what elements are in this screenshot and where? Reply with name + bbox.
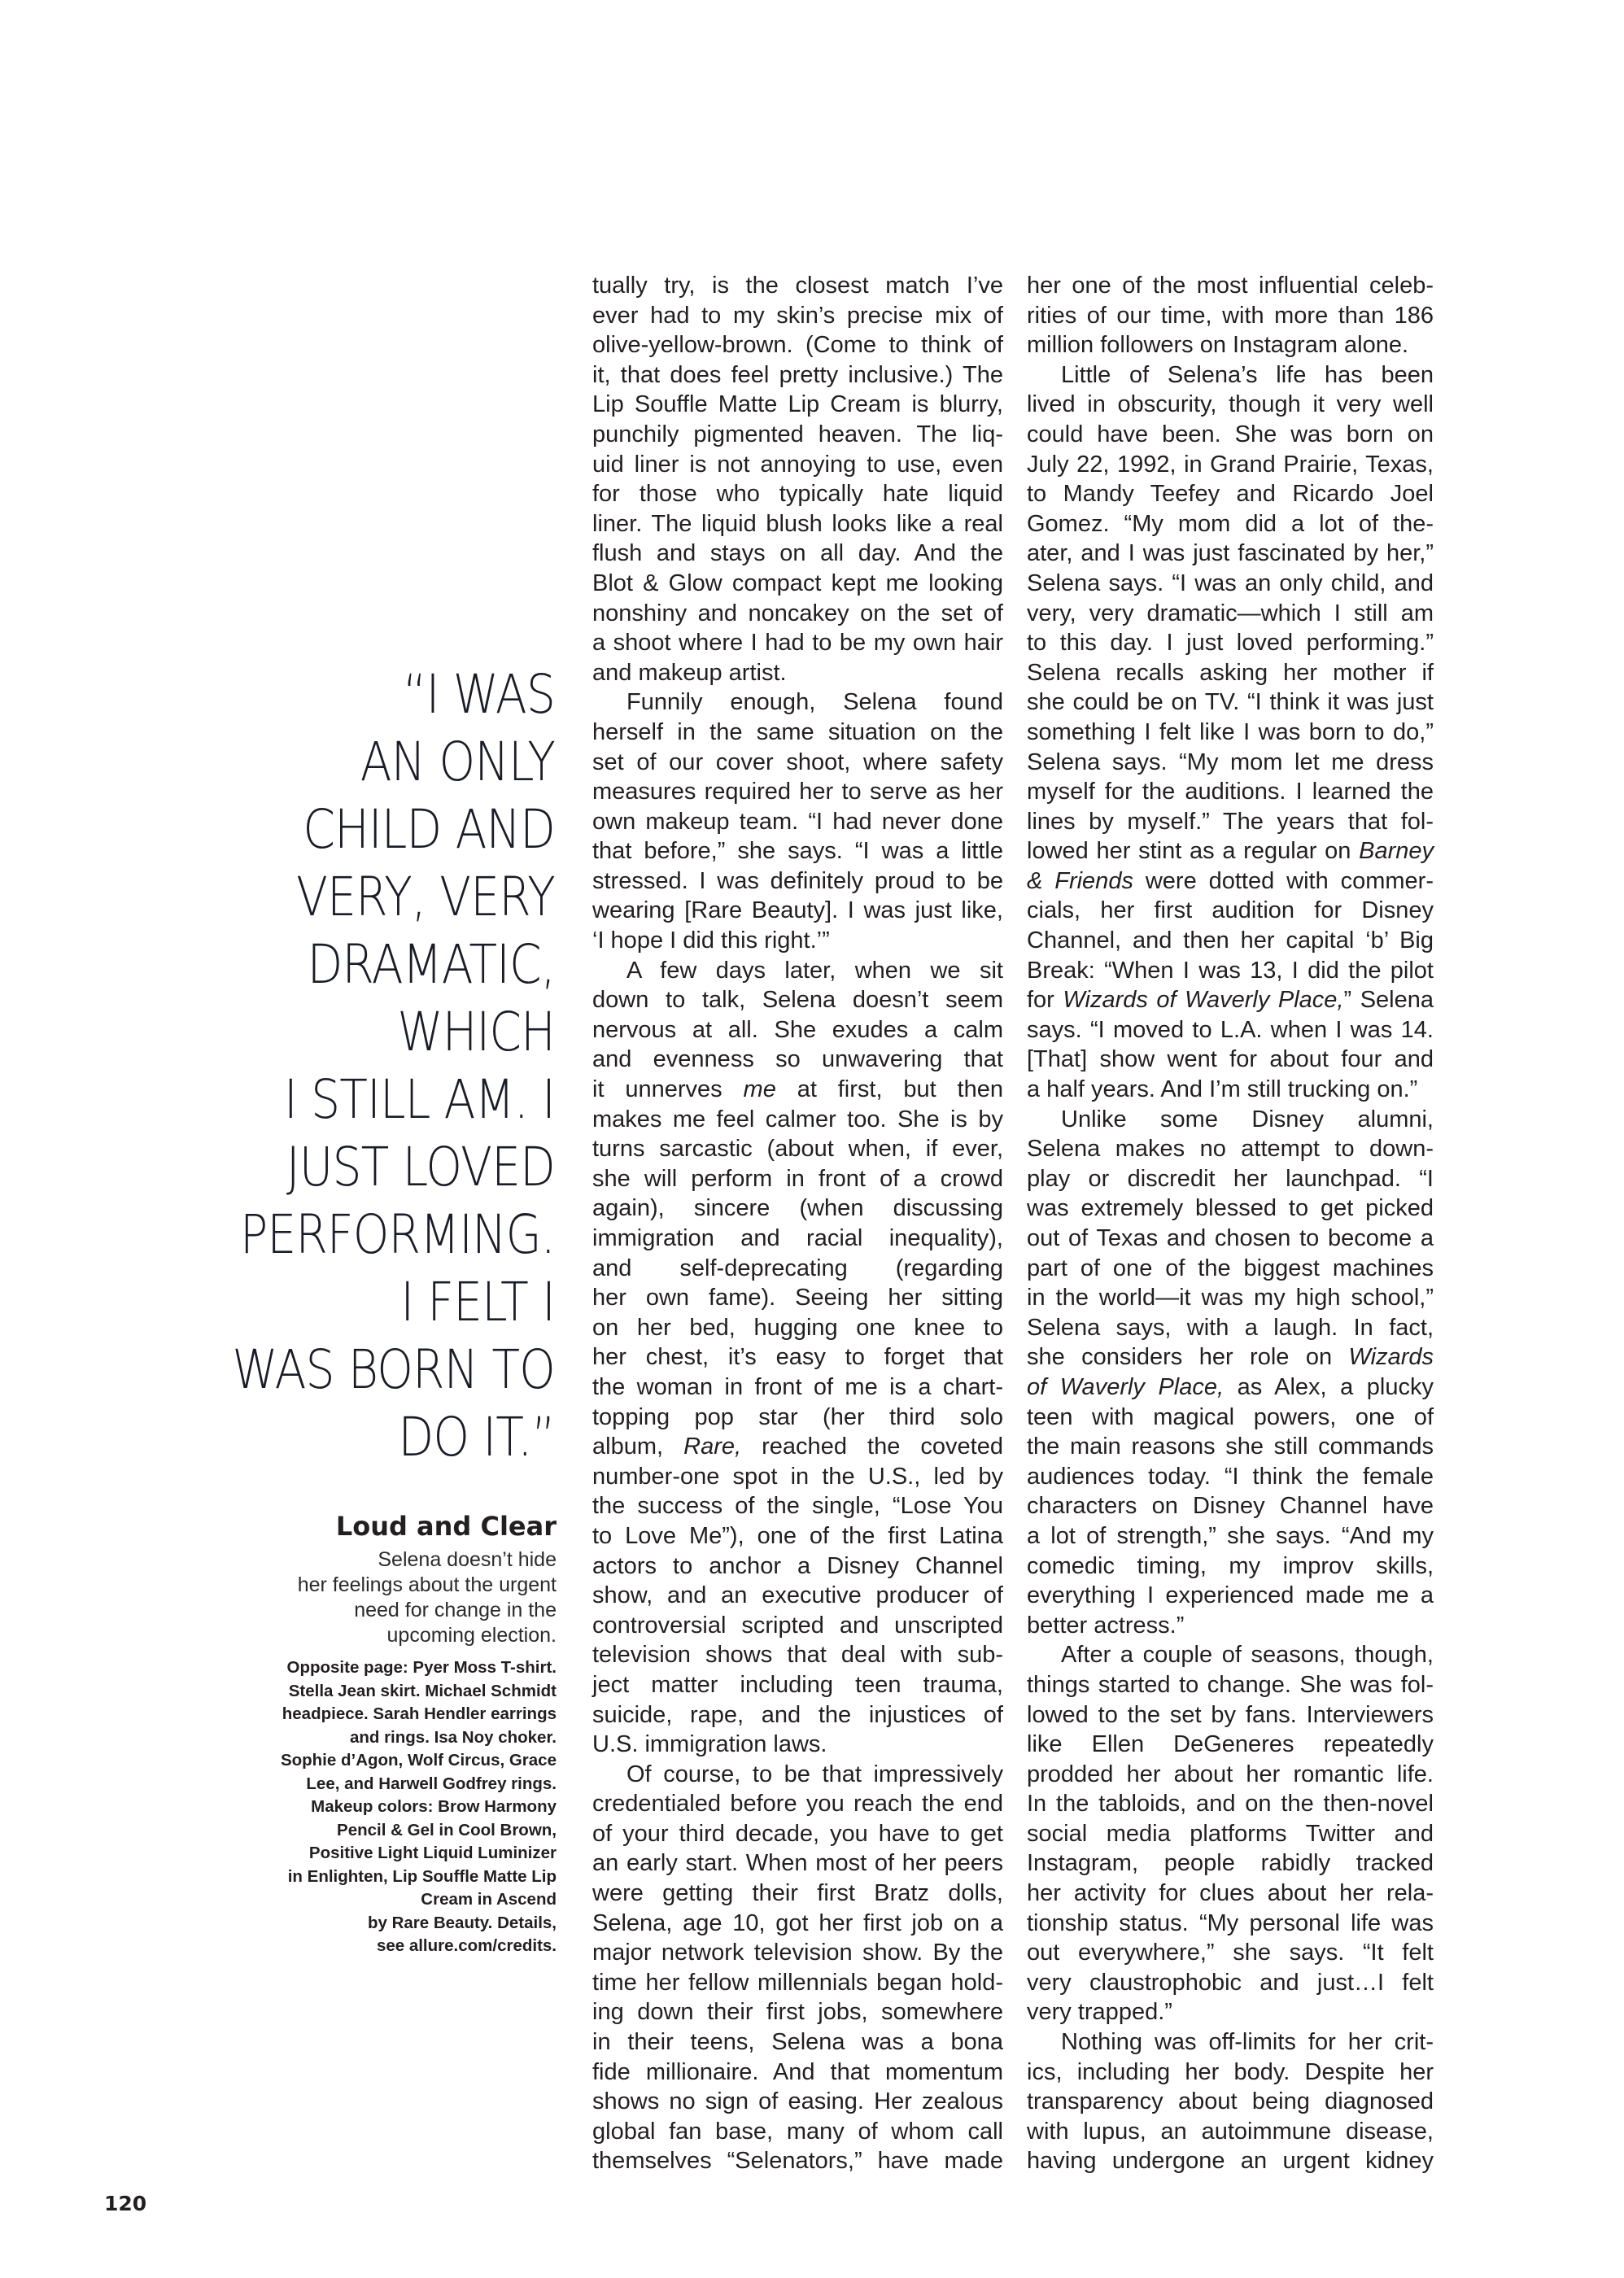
paragraph-start-line: Of course, to be that impressively — [626, 1761, 1003, 1787]
body-text-line: themselves “Selenators,” have made — [592, 2148, 1003, 2175]
body-text-line: she will perform in front of a crowd — [592, 1165, 1003, 1192]
body-text-line: set of our cover shoot, where safety — [592, 748, 1003, 775]
body-text-line: teen with magical powers, one of — [1027, 1403, 1434, 1430]
body-text-line: on her bed, hugging one knee to — [592, 1314, 1003, 1341]
body-text-line: July 22, 1992, in Grand Prairie, Texas, — [1027, 451, 1434, 478]
body-text-line: a shoot where I had to be my own hair — [592, 630, 1003, 657]
body-text-line: lowed her stint as a regular on Barney — [1027, 838, 1434, 865]
body-text-line: Selena, age 10, got her first job on a — [592, 1909, 1003, 1936]
body-text-line: was extremely blessed to get picked — [1027, 1195, 1434, 1222]
credits-line: in Enlighten, Lip Souffle Matte Lip — [287, 1866, 557, 1886]
body-text-line: major network television show. By the — [592, 1940, 1003, 1966]
body-text-line: ‘I hope I did this right.’” — [592, 927, 830, 954]
body-text-line: number-one spot in the U.S., led by — [592, 1463, 1003, 1490]
pull-quote-line: JUST LOVED — [286, 1136, 555, 1198]
body-text-line: very, very dramatic—which I still am — [1027, 600, 1434, 626]
caption-line: need for change in the — [354, 1599, 557, 1621]
credits-line: headpiece. Sarah Hendler earrings — [282, 1704, 557, 1723]
body-text-line: she considers her role on Wizards — [1027, 1344, 1434, 1371]
caption-line: Selena doesn’t hide — [378, 1548, 557, 1571]
body-text-line: album, Rare, reached the coveted — [592, 1434, 1003, 1460]
body-text-line: it, that does feel pretty inclusive.) The — [592, 361, 1003, 388]
body-text-line: to Mandy Teefey and Ricardo Joel — [1027, 481, 1434, 508]
body-text-line: lived in obscurity, though it very well — [1027, 391, 1434, 418]
article-column-1 — [592, 271, 1003, 2176]
body-text-line: Instagram, people rabidly tracked — [1027, 1850, 1434, 1877]
body-text-line: stressed. I was definitely proud to be — [592, 867, 1003, 894]
body-text-line: having undergone an urgent kidney — [1027, 2148, 1434, 2175]
body-text-line: punchily pigmented heaven. The liq- — [592, 421, 1003, 447]
body-text-line: olive-yellow-brown. (Come to think of — [592, 332, 1003, 359]
credits-line: by Rare Beauty. Details, — [367, 1913, 557, 1932]
paragraph-start-line: A few days later, when we sit — [626, 957, 1003, 984]
body-text-line: Selena says. “My mom let me dress — [1027, 748, 1434, 775]
body-text-line: transparency about being diagnosed — [1027, 2088, 1434, 2115]
body-text-line: Channel, and then her capital ‘b’ Big — [1027, 927, 1434, 954]
body-text-line: Selena recalls asking her mother if — [1027, 659, 1434, 686]
pull-quote-line: VERY, VERY — [296, 866, 555, 928]
paragraph-start-line: Funnily enough, Selena found — [626, 689, 1003, 716]
body-text-line: very trapped.” — [1027, 1999, 1172, 2026]
body-text-line: the success of the single, “Lose You — [592, 1493, 1003, 1520]
body-text-line: says. “I moved to L.A. when I was 14. — [1027, 1016, 1434, 1043]
body-text-line: very claustrophobic and just…I felt — [1027, 1969, 1434, 1996]
credits-line: Sophie d’Agon, Wolf Circus, Grace — [280, 1751, 557, 1770]
body-text-line: Selena says. “I was an only child, and — [1027, 570, 1434, 596]
body-text-line: ing down their first jobs, somewhere — [592, 1999, 1003, 2026]
body-text-line: tually try, is the closest match I’ve — [592, 273, 1003, 299]
body-text-line: her own fame). Seeing her sitting — [592, 1285, 1003, 1311]
body-text-line: for those who typically hate liquid — [592, 481, 1003, 508]
body-text-line: that before,” she says. “I was a little — [592, 838, 1003, 865]
body-text-line: the main reasons she still commands — [1027, 1434, 1434, 1460]
body-text-line: out everywhere,” she says. “It felt — [1027, 1940, 1434, 1966]
body-text-line: lines by myself.” The years that fol- — [1027, 808, 1434, 835]
body-text-line: something I felt like I was born to do,” — [1027, 718, 1434, 745]
body-text-line: everything I experienced made me a — [1027, 1582, 1434, 1609]
pull-quote-line: CHILD AND — [303, 798, 555, 861]
body-text-line: it unnerves me at first, but then — [592, 1076, 1003, 1103]
paragraph-start-line: Little of Selena’s life has been — [1061, 361, 1434, 388]
article-column-2 — [1027, 271, 1434, 2176]
credits-line: Opposite page: Pyer Moss T-shirt. — [286, 1658, 557, 1677]
fashion-credits — [244, 1656, 557, 1958]
body-text-line: nonshiny and noncakey on the set of — [592, 600, 1003, 626]
body-text-line: and self-deprecating (regarding — [592, 1255, 1003, 1281]
pull-quote-line: WAS BORN TO — [232, 1338, 555, 1401]
body-text-line: ever had to my skin’s precise mix of — [592, 302, 1003, 329]
body-text-line: for Wizards of Waverly Place,” Selena — [1027, 987, 1434, 1014]
body-text-line: lowed to the set by fans. Interviewers — [1027, 1701, 1434, 1728]
body-text-line: Break: “When I was 13, I did the pilot — [1027, 957, 1434, 984]
pull-quote-line: DO IT.” — [398, 1406, 555, 1468]
body-text-line: and evenness so unwavering that — [592, 1046, 1003, 1073]
body-text-line: characters on Disney Channel have — [1027, 1493, 1434, 1520]
body-text-line: liner. The liquid blush looks like a real — [592, 510, 1003, 537]
body-text-line: with lupus, an autoimmune disease, — [1027, 2118, 1434, 2145]
sidebar-caption — [244, 1547, 557, 1648]
paragraph-start-line: Nothing was off-limits for her crit- — [1061, 2029, 1434, 2056]
credits-line: and rings. Isa Noy choker. — [349, 1727, 557, 1747]
body-text-line: her activity for clues about her rela- — [1027, 1880, 1434, 1907]
body-text-line: rities of our time, with more than 186 — [1027, 302, 1434, 329]
body-text-line: show, and an executive producer of — [592, 1582, 1003, 1609]
body-text-line: of Waverly Place, as Alex, a plucky — [1027, 1373, 1434, 1400]
paragraph-start-line: Unlike some Disney alumni, — [1061, 1106, 1434, 1132]
pull-quote-line: PERFORMING. — [239, 1203, 555, 1266]
body-text-line: immigration and racial inequality), — [592, 1225, 1003, 1251]
body-text-line: her chest, it’s easy to forget that — [592, 1344, 1003, 1371]
body-text-line: myself for the auditions. I learned the — [1027, 779, 1434, 805]
body-text-line: ject matter including teen trauma, — [592, 1671, 1003, 1698]
body-text-line: million followers on Instagram alone. — [1027, 332, 1409, 359]
body-text-line: in their teens, Selena was a bona — [592, 2029, 1003, 2056]
photo-caption-sidebar — [244, 1510, 557, 1958]
body-text-line: actors to anchor a Disney Channel — [592, 1552, 1003, 1579]
credits-line: Pencil & Gel in Cool Brown, — [337, 1820, 557, 1839]
body-text-line: ics, including her body. Despite her — [1027, 2058, 1434, 2085]
body-text-line: audiences today. “I think the female — [1027, 1463, 1434, 1490]
body-text-line: shows no sign of easing. Her zealous — [592, 2088, 1003, 2115]
pull-quote-line: DRAMATIC, — [307, 933, 555, 996]
body-text-line: a half years. And I’m still trucking on.” — [1027, 1076, 1418, 1103]
body-text-line: again), sincere (when discussing — [592, 1195, 1003, 1222]
body-text-line: turns sarcastic (about when, if ever, — [592, 1136, 1003, 1163]
body-text-line: down to talk, Selena doesn’t seem — [592, 987, 1003, 1014]
body-text-line: time her fellow millennials began hold- — [592, 1969, 1003, 1996]
pull-quote-line: I STILL AM. I — [284, 1068, 555, 1131]
credits-line: Positive Light Liquid Luminizer — [308, 1844, 557, 1862]
caption-line: upcoming election. — [386, 1624, 557, 1647]
body-text-line: Selena says, with a laugh. In fact, — [1027, 1314, 1434, 1341]
body-text-line: credentialed before you reach the end — [592, 1791, 1003, 1818]
body-text-line: In the tabloids, and on the then-novel — [1027, 1791, 1434, 1818]
credits-line: Lee, and Harwell Godfrey rings. — [306, 1774, 557, 1793]
body-text-line: social media platforms Twitter and — [1027, 1820, 1434, 1847]
body-text-line: U.S. immigration laws. — [592, 1731, 827, 1758]
body-text-line: flush and stays on all day. And the — [592, 540, 1003, 567]
body-text-line: nervous at all. She exudes a calm — [592, 1016, 1003, 1043]
sidebar-title: Loud and Clear — [335, 1511, 557, 1542]
body-text-line: herself in the same situation on the — [592, 718, 1003, 745]
body-text-line: measures required her to serve as her — [592, 779, 1003, 805]
body-text-line: things started to change. She was fol- — [1027, 1671, 1434, 1698]
body-text-line: tionship status. “My personal life was — [1027, 1909, 1434, 1936]
body-text-line: play or discredit her launchpad. “I — [1027, 1165, 1434, 1192]
body-text-line: to this day. I just loved performing.” — [1027, 630, 1434, 657]
body-text-line: Gomez. “My mom did a lot of the- — [1027, 510, 1434, 537]
page-number: 120 — [104, 2192, 147, 2215]
pull-quote-line: WHICH — [397, 1001, 555, 1063]
credits-line: Cream in Ascend — [421, 1890, 557, 1909]
body-text-line: out of Texas and chosen to become a — [1027, 1225, 1434, 1251]
body-text-line: Selena makes no attempt to down- — [1027, 1136, 1434, 1163]
credits-line: Stella Jean skirt. Michael Schmidt — [288, 1681, 557, 1700]
body-text-line: of your third decade, you have to get — [592, 1820, 1003, 1847]
body-text-line: a lot of strength,” she says. “And my — [1027, 1522, 1434, 1549]
body-text-line: uid liner is not annoying to use, even — [592, 451, 1003, 478]
body-text-line: to Love Me”), one of the first Latina — [592, 1522, 1003, 1549]
body-text-line: suicide, rape, and the injustices of — [592, 1701, 1003, 1728]
credits-line: see allure.com/credits. — [376, 1936, 557, 1955]
body-text-line: cials, her first audition for Disney — [1027, 897, 1434, 924]
body-text-line: fide millionaire. And that momentum — [592, 2058, 1003, 2085]
body-text-line: like Ellen DeGeneres repeatedly — [1027, 1731, 1434, 1758]
body-text-line: could have been. She was born on — [1027, 421, 1434, 447]
pull-quote-line: I FELT I — [400, 1271, 555, 1333]
body-text-line: part of one of the biggest machines — [1027, 1255, 1434, 1281]
body-text-line: comedic timing, my improv skills, — [1027, 1552, 1434, 1579]
body-text-line: & Friends were dotted with commer- — [1027, 867, 1434, 894]
body-text-line: in the world—it was my high school,” — [1027, 1285, 1434, 1311]
credits-line: Makeup colors: Brow Harmony — [311, 1797, 557, 1816]
body-text-line: her one of the most influential celeb- — [1027, 273, 1434, 299]
body-text-line: television shows that deal with sub- — [592, 1642, 1003, 1669]
body-text-line: she could be on TV. “I think it was just — [1027, 689, 1434, 716]
paragraph-start-line: After a couple of seasons, though, — [1061, 1642, 1434, 1669]
body-text-line: an early start. When most of her peers — [592, 1850, 1003, 1877]
body-text-line: makes me feel calmer too. She is by — [592, 1106, 1003, 1132]
caption-line: her feelings about the urgent — [297, 1573, 557, 1596]
body-text-line: were getting their first Bratz dolls, — [592, 1880, 1003, 1907]
body-text-line: the woman in front of me is a chart- — [592, 1373, 1003, 1400]
pull-quote-line: “I WAS — [403, 663, 555, 726]
body-text-line: better actress.” — [1027, 1612, 1185, 1639]
pull-quote — [182, 661, 555, 1471]
body-text-line: prodded her about her romantic life. — [1027, 1761, 1434, 1787]
body-text-line: controversial scripted and unscripted — [592, 1612, 1003, 1639]
body-text-line: [That] show went for about four and — [1027, 1046, 1434, 1073]
body-text-line: wearing [Rare Beauty]. I was just like, — [592, 897, 1003, 924]
body-text-line: and makeup artist. — [592, 659, 787, 686]
body-text-line: topping pop star (her third solo — [592, 1403, 1003, 1430]
body-text-line: Blot & Glow compact kept me looking — [592, 570, 1003, 596]
body-text-line: global fan base, many of whom call — [592, 2118, 1003, 2145]
pull-quote-line: AN ONLY — [360, 731, 555, 793]
body-text-line: own makeup team. “I had never done — [592, 808, 1003, 835]
body-text-line: Lip Souffle Matte Lip Cream is blurry, — [592, 391, 1003, 418]
body-text-line: ater, and I was just fascinated by her,” — [1027, 540, 1434, 567]
